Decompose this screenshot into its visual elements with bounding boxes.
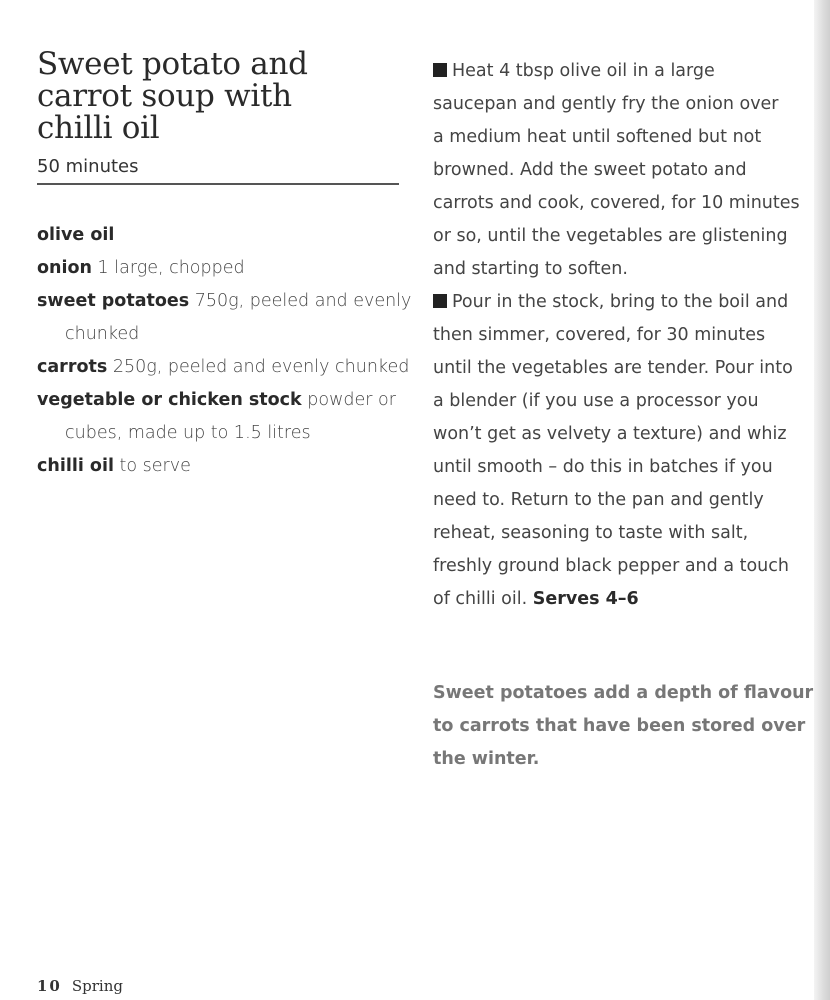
method-line-text: of chilli oil. [433, 589, 528, 609]
method-line-text: Heat 4 tbsp olive oil in a large [452, 61, 715, 81]
ingredient-detail: 1 large, chopped [91, 258, 245, 278]
ingredients-list [37, 219, 417, 483]
method-line-text: then simmer, covered, for 30 minutes [433, 325, 766, 345]
method-line [433, 154, 813, 187]
method-line [433, 187, 813, 220]
ingredient-item [37, 384, 417, 450]
method-line [433, 517, 813, 550]
recipe-title [37, 48, 308, 144]
method-line [433, 88, 813, 121]
method-line-text: carrots and cook, covered, for 10 minutes [433, 193, 800, 213]
method-line [433, 583, 813, 616]
page-footer [37, 977, 123, 995]
method-line [433, 385, 813, 418]
method-line [433, 121, 813, 154]
method-line-text: need to. Return to the pan and gently [433, 490, 764, 510]
ingredient-item [37, 285, 417, 351]
page-number: 10 [37, 977, 62, 995]
tip-line: Sweet potatoes add a depth of flavour [433, 683, 814, 703]
method-line-text: or so, until the vegetables are glistening [433, 226, 788, 246]
method-line [433, 220, 813, 253]
tip-line: the winter. [433, 749, 540, 769]
method-line [433, 352, 813, 385]
ingredient-name: chilli oil [37, 456, 114, 476]
method-line [433, 319, 813, 352]
method-line-text: reheat, seasoning to taste with salt, [433, 523, 749, 543]
ingredient-name: sweet potatoes [37, 291, 190, 311]
ingredient-name: onion [37, 258, 92, 278]
ingredient-item [37, 450, 417, 483]
ingredient-name: vegetable or chicken stock [37, 390, 302, 410]
recipe-tip [433, 677, 813, 776]
method-line [433, 484, 813, 517]
page-gutter-shadow [814, 0, 830, 1000]
method-line-text: a medium heat until softened but not [433, 127, 762, 147]
method-text [433, 55, 813, 616]
ingredient-name: olive oil [37, 225, 115, 245]
tip-line: to carrots that have been stored over [433, 716, 806, 736]
title-divider [37, 183, 399, 185]
method-line [433, 451, 813, 484]
method-line-text: won’t get as velvety a texture) and whiz [433, 424, 787, 444]
method-line-text: a blender (if you use a processor you [433, 391, 759, 411]
ingredient-item [37, 219, 417, 252]
method-line [433, 550, 813, 583]
section-name: Spring [71, 977, 123, 995]
method-line [433, 286, 813, 319]
method-line [433, 55, 813, 88]
prep-time: 50 minutes [37, 156, 139, 177]
ingredient-detail: 750g, peeled and evenly chunked [65, 291, 412, 344]
step-bullet-icon [433, 63, 447, 77]
title-line: chilli oil [37, 110, 160, 146]
method-line-text: browned. Add the sweet potato and [433, 160, 747, 180]
method-line [433, 253, 813, 286]
method-line [433, 418, 813, 451]
step-bullet-icon [433, 294, 447, 308]
ingredient-item [37, 351, 417, 384]
ingredient-detail: powder or cubes, made up to 1.5 litres [65, 390, 396, 443]
title-line: carrot soup with [37, 78, 292, 114]
ingredient-item [37, 252, 417, 285]
ingredient-detail: 250g, peeled and evenly chunked [107, 357, 410, 377]
method-line-text: Pour in the stock, bring to the boil and [452, 292, 789, 312]
method-line-text: and starting to soften. [433, 259, 628, 279]
method-line-text: until smooth – do this in batches if you [433, 457, 773, 477]
method-line-text: saucepan and gently fry the onion over [433, 94, 779, 114]
method-line-text: freshly ground black pepper and a touch [433, 556, 789, 576]
method-line-text: until the vegetables are tender. Pour into [433, 358, 793, 378]
ingredient-detail: to serve [113, 456, 191, 476]
title-line: Sweet potato and [37, 46, 308, 82]
ingredient-name: carrots [37, 357, 108, 377]
serves-count: Serves 4–6 [532, 589, 639, 609]
